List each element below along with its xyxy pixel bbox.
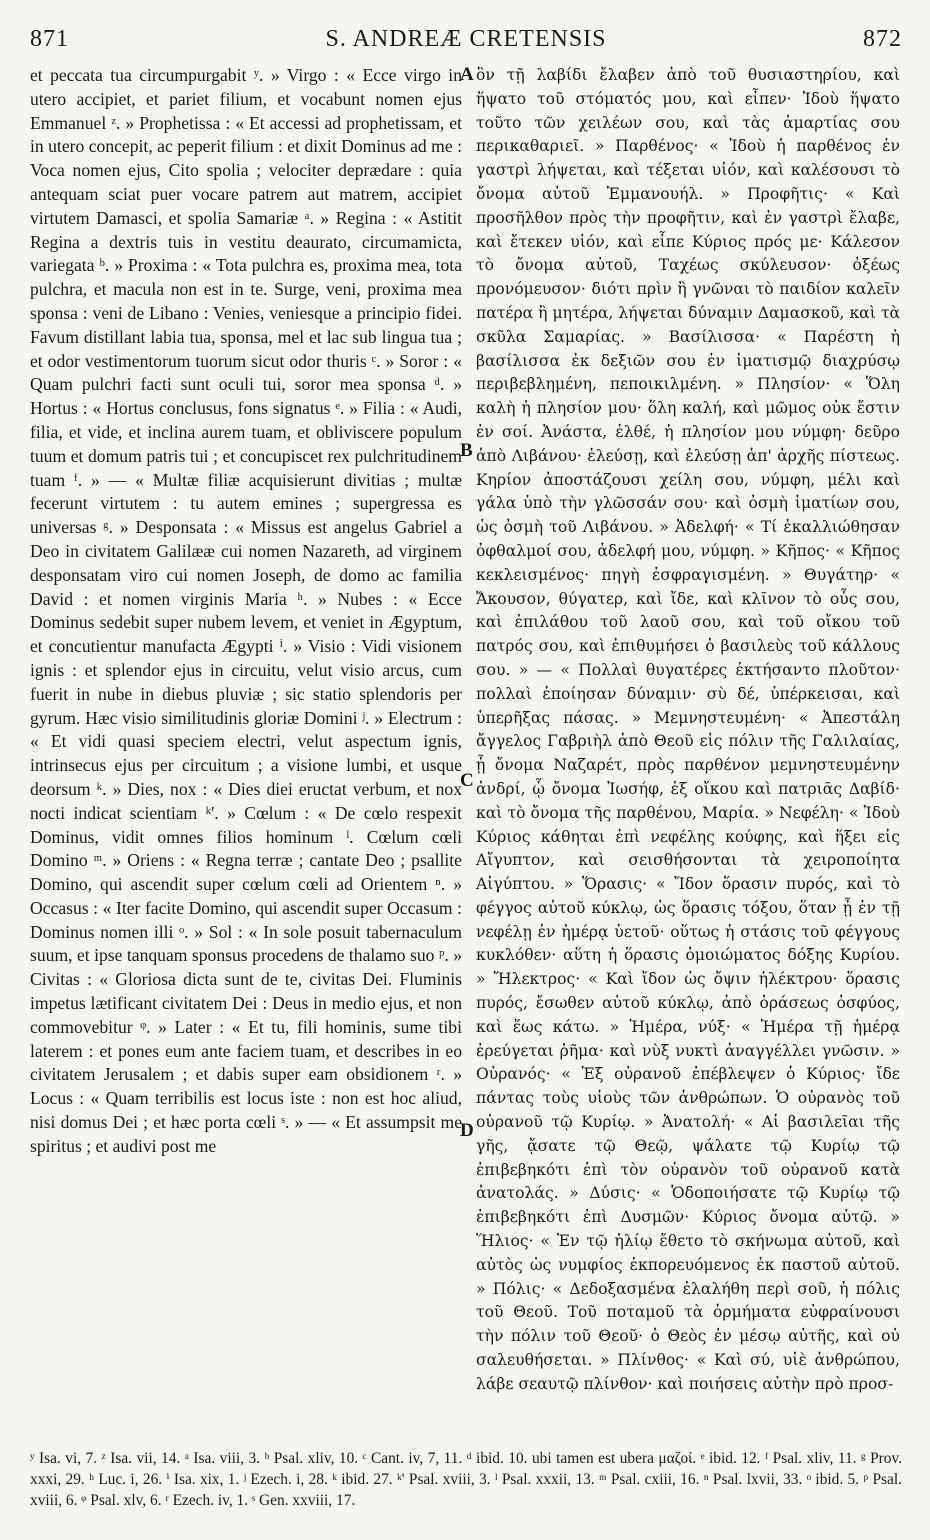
section-marker-c: C [460, 770, 474, 791]
latin-text: et peccata tua circumpurgabit ʸ. » Virgo : « Ecce virgo in utero accipiet, et pariet filium, et vocabunt nomen ejus Emmanuel ᶻ. » Prophetissa : « Et accessi ad prophetissam, et in utero concepit, ac peperit filium : et dixit Dominus ad me : Voca nomen ejus, Cito spolia ; velociter deprædare : quia antequam sciat puer vocare patrem aut matrem, accipiet virtutem Damasci, et spolia Samariæ ᵃ. » Regina : « Astitit Regina a dextris tuis in vestitu deaurato, circumamicta, variegata ᵇ. » Proxima : « Tota pulchra es, proxima mea, tota pulchra, et macula non est in te. Surge, veni, proxima mea sponsa : veni de Libano : Venies, veniesque a principio fidei. Favum distillant labia tua, sponsa, mel et lac sub lingua tua ; et odor vestimentorum tuorum sicut odor thuris ᶜ. » Soror : « Quam pulchri facti sunt oculi tui, soror mea sponsa ᵈ. » Hortus : « Hortus conclusus, fons signatus ᵉ. » Filia : « Audi, filia, et vide, et inclina aurem tuam, et obliviscere populum tuum et domum patris tui ; et concupiscet rex pulchritudinem tuam ᶠ. » — « Multæ filiæ acquisierunt divitias ; multæ fecerunt virtutem : tu autem emines ; supergressa es universas ᵍ. » Desponsata : « Missus est angelus Gabriel a Deo in civitatem Galilææ cui nomen Nazareth, ad virginem desponsatam viro cui nomen Joseph, de domo ac familia David : et nomen virginis Maria ʰ. » Nubes : « Ecce Dominus sedebit super nubem levem, et veniet in Ægyptum, et concutientur manufacta Ægypti ⁱ. » Visio : Vidi visionem ignis : et splendor ejus in circuitu, velut visio arcus, cum fuerit in nube in diebus pluviæ ; sic statio splendoris per gyrum. Hæc visio similitudinis gloriæ Domini ʲ. » Electrum : « Et vidi quasi speciem electri, velut aspectum ignis, intrinsecus ejus per circuitum ; a visione lumbi, et usque deorsum ᵏ. » Dies, nox : « Dies diei eructat verbum, et nox nocti indicat scientiam ᵏ'. » Cœlum : « De cœlo respexit Dominus, vidit omnes filios hominum ˡ. Cœlum cœli Domino ᵐ. » Oriens : « Regna terræ ; cantate Deo ; psallite Domino, qui ascendit super cœlum cœli ad Orientem ⁿ. » Occasus : « Iter facite Domino, qui ascendit super Occasum : Dominus nomen illi ᵒ. » Sol : « In sole posuit tabernaculum suum, et ipse tanquam sponsus procedens de thalamo suo ᵖ. » Civitas : « Gloriosa dicta sunt de te, civitas Dei. Fluminis impetus lætificant civitatem Dei : Deus in medio ejus, et non commovebitur ᵠ. » Later : « Et tu, fili hominis, sume tibi laterem : et pones eum ante faciem tuam, et describes in eo civitatem Jerusalem ; et dabis super eam obsidionem ʳ. » Locus : « Quam terribilis est locus iste : non est hoc aliud, nisi domus Dei ; et hæc porta cœli ˢ. » — « Et assumpsit me spiritus ; et audivi post me [30, 65, 462, 1156]
page-number-left: 871 [30, 26, 69, 52]
footnote-text: ʸ Isa. vi, 7. ᶻ Isa. vii, 14. ᵃ Isa. viii, 3. ᵇ Psal. xliv, 10. ᶜ Cant. iv, 7, 11. ᵈ ibid. 10. ubi tamen est ubera μαζοί. ᵉ ibid. 12. ᶠ Psal. xliv, 11. ᵍ Prov. xxxi, 29. ʰ Luc. i, 26. ⁱ Isa. xix, 1. ʲ Ezech. i, 28. ᵏ ibid. 27. ᵏ' Psal. xviii, 3. ˡ Psal. xxxii, 13. ᵐ Psal. cxiii, 16. ⁿ Psal. lxvii, 33. ᵒ ibid. 5. ᵖ Psal. xviii, 6. ᵠ Psal. xlv, 6. ʳ Ezech. iv, 1. ˢ Gen. xxviii, 17. [30, 1450, 902, 1509]
latin-column [30, 64, 462, 1159]
section-marker-d: D [460, 1120, 474, 1141]
footnotes [30, 1448, 902, 1511]
page-number-right: 872 [863, 26, 902, 52]
running-title: S. ANDREÆ CRETENSIS [325, 26, 607, 52]
greek-column [476, 64, 900, 1397]
page-header [30, 26, 902, 66]
section-marker-a: A [460, 64, 474, 85]
greek-text: ὃν τῇ λαβίδι ἔλαβεν ἀπὸ τοῦ θυσιαστηρίου, καὶ ἥψατο τοῦ στόματός μου, καὶ εἶπεν· Ἰδοὺ ἥψατο τοῦτο τῶν χειλέων σου, καὶ τὰς ἁμαρτίας σου περικαθαριεῖ. » Παρθένος· « Ἰδοὺ ἡ παρθένος ἐν γαστρὶ λήψεται, καὶ τέξεται υἱόν, καὶ καλέσουσι τὸ ὄνομα αὐτοῦ Ἐμμανουήλ. » Προφῆτις· « Καὶ προσῆλθον πρὸς τὴν προφῆτιν, καὶ ἐν γαστρὶ ἔλαβε, καὶ ἔτεκεν υἱόν, καὶ εἶπε Κύριος πρός με· Κάλεσον τὸ ὄνομα αὐτοῦ, Ταχέως σκύλευσον· ὀξέως προνόμευσον· διότι πρὶν ἢ γνῶναι τὸ παιδίον καλεῖν πατέρα ἢ μητέρα, λήψεται δύναμιν Δαμασκοῦ, καὶ τὰ σκῦλα Σαμαρίας. » Βασίλισσα· « Παρέστη ἡ βασίλισσα ἐκ δεξιῶν σου ἐν ἱματισμῷ διαχρύσῳ περιβεβλημένη, πεποικιλμένη. » Πλησίον· « Ὅλη καλὴ ἡ πλησίον μου· ὅλη καλή, καὶ μῶμος οὐκ ἔστιν ἐν σοί. Ἀνάστα, ἐλθέ, ἡ πλησίον μου νύμφη· δεῦρο ἀπὸ Λιβάνου· ἐλεύσῃ, καὶ ἐλεύσῃ ἀπ' ἀρχῆς πίστεως. Κηρίον ἀποστάζουσι χείλη σου, νύμφη, μέλι καὶ γάλα ὑπὸ τὴν γλῶσσάν σου· καὶ ὀσμὴ ἱματίων σου, ὡς ὀσμὴ τοῦ Λιβάνου. » Ἀδελφή· « Τί ἐκαλλιώθησαν ὀφθαλμοί σου, ἀδελφή μου, νύμφη. » Κῆπος· « Κῆπος κεκλεισμένος· πηγὴ ἐσφραγισμένη. » Θυγάτηρ· « Ἄκουσον, θύγατερ, καὶ ἴδε, καὶ κλῖνον τὸ οὖς σου, καὶ ἐπιλάθου τοῦ λαοῦ σου, καὶ τοῦ οἴκου τοῦ πατρός σου, καὶ ἐπιθυμήσει ὁ βασιλεὺς τοῦ κάλλους σου. » — « Πολλαὶ θυγατέρες ἐκτήσαντο πλοῦτον· πολλαὶ ἐποίησαν δύναμιν· σὺ δέ, ὑπέρκεισαι, καὶ ὑπερῆξας πάσας. » Μεμνηστευμένη· « Ἀπεστάλη ἄγγελος Γαβριὴλ ἀπὸ Θεοῦ εἰς πόλιν τῆς Γαλιλαίας, ᾗ ὄνομα Ναζαρέτ, πρὸς παρθένον μεμνηστευμένην ἀνδρί, ᾧ ὄνομα Ἰωσήφ, ἐξ οἴκου καὶ πατριᾶς Δαβίδ· καὶ τὸ ὄνομα τῆς παρθένου, Μαρία. » Νεφέλη· « Ἰδοὺ Κύριος κάθηται ἐπὶ νεφέλης κούφης, καὶ ἥξει εἰς Αἴγυπτον, καὶ σεισθήσονται τὰ χειροποίητα Αἰγύπτου. » Ὅρασις· « Ἴδον ὅρασιν πυρός, καὶ τὸ φέγγος αὐτοῦ κύκλῳ, ὡς ὅρασις τόξου, ὅταν ᾖ ἐν τῇ νεφέλῃ ἐν ἡμέρᾳ ὑετοῦ· οὕτως ἡ στάσις τοῦ φέγγους κυκλόθεν· αὕτη ἡ ὅρασις ὁμοιώματος δόξης Κυρίου. » Ἤλεκτρος· « Καὶ ἴδον ὡς ὄψιν ἠλέκτρου· ὅρασις πυρός, ἔσωθεν αὐτοῦ κύκλῳ, ἀπὸ ὁράσεως ὀσφύος, καὶ ἕως κάτω. » Ἡμέρα, νύξ· « Ἡμέρα τῇ ἡμέρᾳ ἐρεύγεται ῥῆμα· καὶ νὺξ νυκτὶ ἀναγγέλλει γνῶσιν. » Οὐρανός· « Ἐξ οὐρανοῦ ἐπέβλεψεν ὁ Κύριος· ἴδε πάντας τοὺς υἱοὺς τῶν ἀνθρώπων. Ὁ οὐρανὸς τοῦ οὐρανοῦ τῷ Κυρίῳ. » Ἀνατολή· « Αἱ βασιλεῖαι τῆς γῆς, ᾄσατε τῷ Θεῷ, ψάλατε τῷ Κυρίῳ τῷ ἐπιβεβηκότι ἐπὶ τὸν οὐρανὸν τοῦ οὐρανοῦ κατὰ ἀνατολάς. » Δύσις· « Ὁδοποιήσατε τῷ Κυρίῳ τῷ ἐπιβεβηκότι ἐπὶ Δυσμῶν· Κύριος ὄνομα αὐτῷ. » Ἥλιος· « Ἐν τῷ ἡλίῳ ἔθετο τὸ σκήνωμα αὐτοῦ, καὶ αὐτὸς ὡς νυμφίος ἐκπορευόμενος ἐκ παστοῦ αὐτοῦ. » Πόλις· « Δεδοξασμένα ἐλαλήθη περὶ σοῦ, ἡ πόλις τοῦ Θεοῦ. Τοῦ ποταμοῦ τὰ ὁρμήματα εὐφραίνουσι τὴν πόλιν τοῦ Θεοῦ· ὁ Θεὸς ἐν μέσῳ αὐτῆς, καὶ οὐ σαλευθήσεται. » Πλίνθος· « Καὶ σύ, υἱὲ ἀνθρώπου, λάβε σεαυτῷ πλίνθον· καὶ ποιήσεις αὐτὴν πρὸ προσ- [476, 66, 900, 1393]
section-marker-b: B [460, 440, 473, 461]
